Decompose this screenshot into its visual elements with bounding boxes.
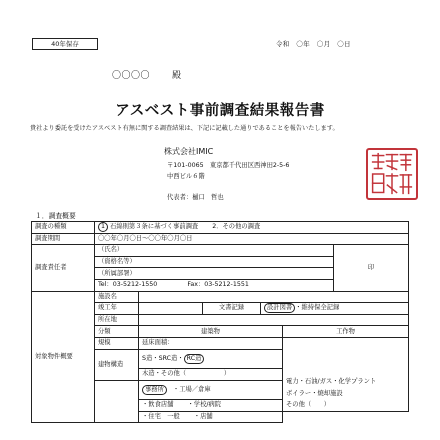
- scale-label: 規模: [95, 337, 139, 349]
- selected-option-marker: 1: [98, 222, 108, 232]
- use-residence: ・住宅 一般: [142, 413, 180, 421]
- use-factory: ・工場／倉庫: [172, 385, 211, 393]
- use-school: ・学校/病院: [187, 401, 222, 409]
- intro-text: 貴社より委託を受けたアスベスト有無に関する調査結果は、下記に記載した通りであることを報告いたします。: [30, 125, 339, 132]
- location-label: 所在地: [95, 314, 139, 326]
- use-row-3: [139, 411, 283, 423]
- office-marker: 事務所: [142, 385, 167, 395]
- construction-type-options: S造・SRC造・: [142, 354, 184, 362]
- survey-type-value: [95, 222, 409, 234]
- building-header: 建築物: [139, 326, 283, 338]
- addressee-suffix: 殿: [172, 71, 182, 81]
- section-heading: １．調査概要: [35, 212, 76, 220]
- survey-type-option-2: 2．その他の調査: [212, 223, 261, 231]
- construction-type-row-1: [139, 349, 283, 369]
- seal-field: 印: [334, 245, 409, 291]
- use-other: その他（ ）: [286, 401, 331, 409]
- table-row: [32, 222, 409, 234]
- qualification-field: （資格名等）: [95, 256, 334, 268]
- name-field: （氏名）: [95, 245, 334, 257]
- addressee-name: 〇〇〇〇: [112, 71, 151, 81]
- rc-marker: RC造: [184, 354, 205, 364]
- company-seal-icon: [366, 148, 418, 200]
- table-row: [32, 245, 409, 257]
- classification-label: 分類: [95, 326, 139, 338]
- company-address: [167, 160, 342, 182]
- address-line-1: 〒101-0065 東京都千代田区西神田2-5-6: [167, 162, 290, 169]
- location-value: [139, 314, 409, 326]
- table-row: [32, 233, 409, 245]
- use-store: ・飲食店舗: [142, 401, 174, 409]
- addressee: [112, 68, 182, 81]
- floor-area: 延床面積：: [139, 337, 283, 349]
- tel-number: Tel：03-5212-1550: [98, 281, 158, 289]
- contact-field: [95, 279, 334, 291]
- use-label: [95, 380, 139, 423]
- document-title: アスベスト事前調査結果報告書: [115, 103, 325, 119]
- facility-name-label: 施設名: [95, 291, 139, 303]
- retention-label: 40年保存: [32, 38, 98, 50]
- department-field: （所属部署）: [95, 268, 334, 280]
- survey-summary-table: [31, 221, 409, 423]
- structure-header: 工作物: [283, 326, 409, 338]
- survey-type-option-1: 石綿則第３条に基づく事前調査: [110, 223, 199, 231]
- construction-year-label: 竣工年: [95, 303, 139, 315]
- use-shop: ・店舗: [193, 413, 213, 421]
- use-power: 電力・石油/ガス・化学プラント: [286, 377, 377, 385]
- use-row-2: [139, 400, 283, 412]
- table-row: [32, 291, 409, 303]
- address-line-2: 中西ビル６階: [167, 173, 205, 180]
- construction-type-label: 建物構造: [95, 349, 139, 380]
- structure-details: [283, 337, 409, 411]
- target-label: 対象物件概要: [32, 291, 95, 423]
- representative: 代表者：樋口 哲也: [167, 194, 224, 201]
- survey-period-value: 〇〇年〇月〇日～〇〇年〇月〇日: [95, 233, 409, 245]
- survey-period-label: 調査期間: [32, 233, 95, 245]
- documents-value: [261, 303, 409, 315]
- design-drawings-marker: 設計図書: [264, 303, 295, 313]
- company-name: 株式会社IMIC: [164, 147, 214, 156]
- responsible-label: 調査責任者: [32, 245, 95, 291]
- survey-type-label: 調査の種類: [32, 222, 95, 234]
- documents-label: 文書記録: [203, 303, 261, 315]
- facility-name-value: [139, 291, 409, 303]
- construction-year-value: [139, 303, 203, 315]
- seal-graphic: [368, 150, 416, 198]
- maintenance-records: ・維持保全記録: [295, 304, 340, 312]
- fax-number: Fax：03-5212-1551: [187, 281, 249, 289]
- construction-type-row-2: 木造・その他（ ）: [139, 369, 283, 381]
- use-boiler: ボイラー・焼却施設: [286, 389, 343, 397]
- use-row-1: [139, 380, 283, 400]
- report-date: 令和 〇年 〇月 〇日: [276, 40, 351, 48]
